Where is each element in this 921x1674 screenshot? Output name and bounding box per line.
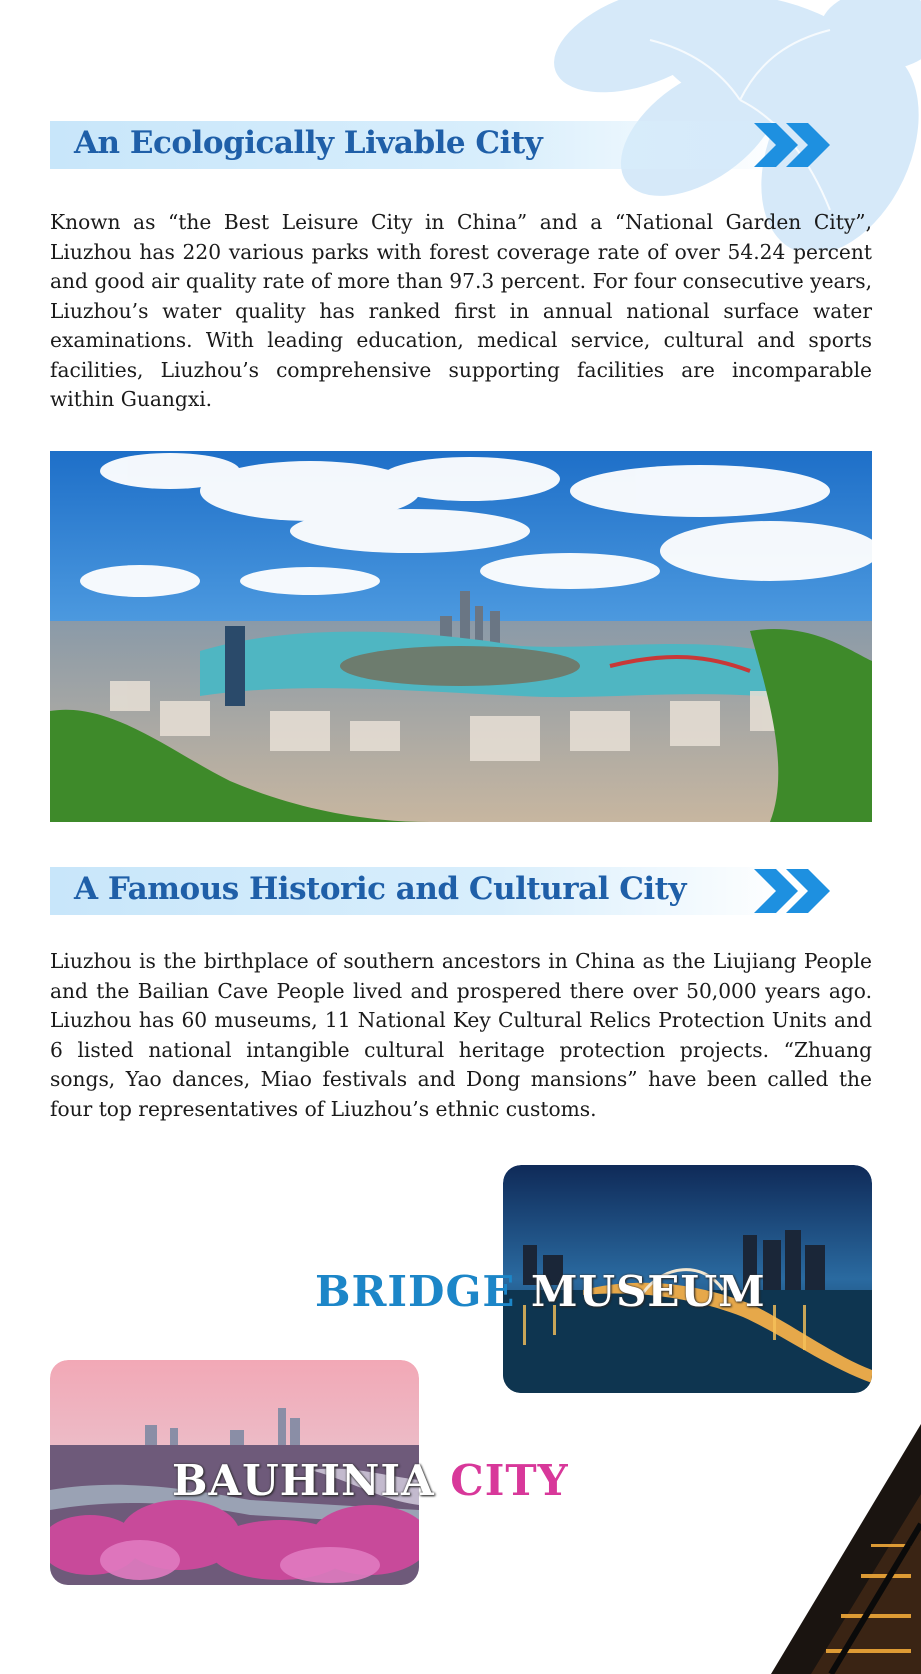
section-paragraph: Known as “the Best Leisure City in China” and a “National Garden City”, Liuzhou has 220 various parks with forest coverage rate of over 54.24 percent and good air quality rate of more than 97.3 percent. For four consecutive years, Liuzhou’s water quality has ranked first in annual national surface water examinations. With leading education, medical service, cultural and sports facilities, Liuzhou’s comprehensive supporting facilities are incomparable within Guangxi.: [50, 210, 872, 411]
city-panorama-photo: [50, 451, 872, 822]
chevron-right-icon: [752, 119, 834, 171]
caption-word-museum: MUSEUM: [530, 1267, 766, 1316]
section-title: An Ecologically Livable City: [74, 125, 543, 161]
caption-word-bridge: BRIDGE: [315, 1267, 516, 1316]
section-paragraph: Liuzhou is the birthplace of southern ancestors in China as the Liujiang People and the Bailian Cave People lived and prospered there over 50,000 years ago. Liuzhou has 60 museums, 11 National Key Cultural Relics Protection Units and 6 listed national intangible cultural heritage protection projects. “Zhuang songs, Yao dances, Miao festivals and Dong mansions” have been called the four top representatives of Liuzhou’s ethnic customs.: [50, 949, 872, 1121]
bridge-museum-caption: [315, 1267, 766, 1316]
caption-word-city: CITY: [450, 1456, 569, 1505]
bauhinia-city-caption: [172, 1456, 569, 1505]
caption-word-bauhinia: BAUHINIA: [172, 1456, 435, 1505]
section-header-ecological: [50, 121, 790, 169]
section-title: A Famous Historic and Cultural City: [74, 871, 687, 907]
corner-night-building-decoration: [771, 1424, 921, 1674]
chevron-right-icon: [752, 865, 834, 917]
section-header-historic: [50, 867, 790, 915]
